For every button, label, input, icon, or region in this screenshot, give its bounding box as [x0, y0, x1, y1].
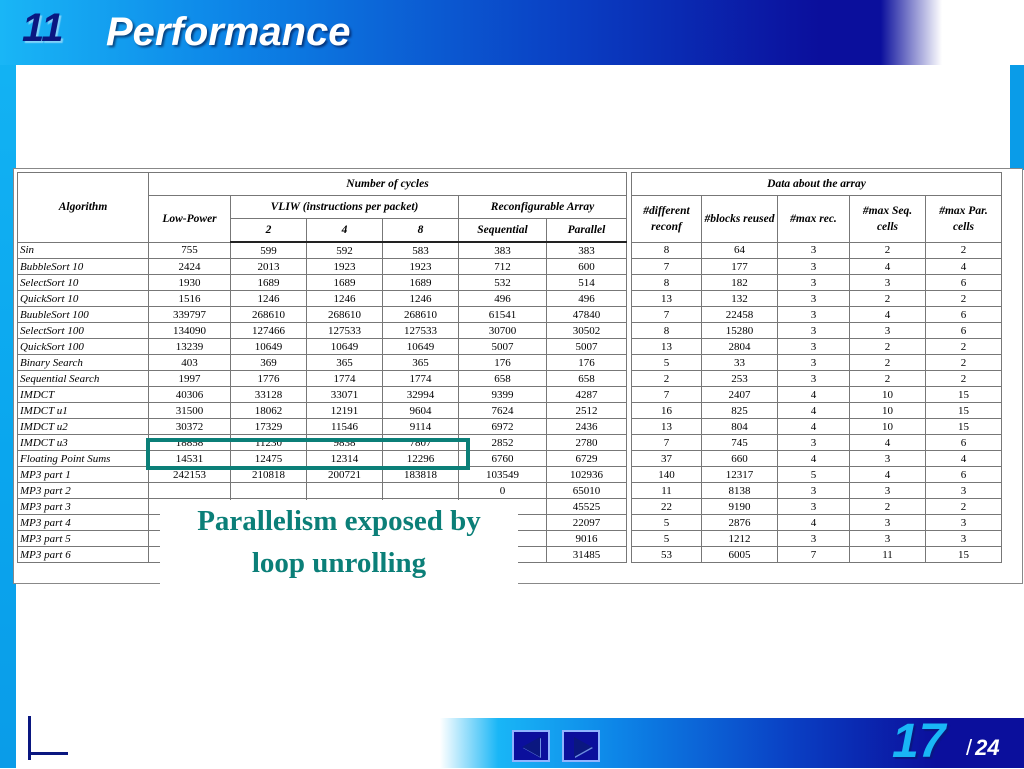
- value-cell: 2: [850, 371, 926, 387]
- right-accent-bar: [1010, 60, 1024, 170]
- header-sequential: Sequential: [459, 219, 547, 243]
- section-number: 11: [22, 6, 64, 50]
- value-cell: 403: [149, 355, 231, 371]
- value-cell: 712: [459, 259, 547, 275]
- arrow-left-icon: [522, 737, 540, 757]
- value-cell: 7: [632, 387, 702, 403]
- value-cell: 592: [307, 242, 383, 259]
- value-cell: 127533: [383, 323, 459, 339]
- value-cell: [149, 483, 231, 499]
- algorithm-name-cell: SelectSort 100: [18, 323, 149, 339]
- corner-mark-horizontal: [28, 752, 68, 755]
- value-cell: 15: [926, 547, 1002, 563]
- value-cell: 10649: [307, 339, 383, 355]
- value-cell: 804: [702, 419, 778, 435]
- value-cell: 32994: [383, 387, 459, 403]
- value-cell: 1774: [383, 371, 459, 387]
- value-cell: 10: [850, 419, 926, 435]
- value-cell: 15: [926, 387, 1002, 403]
- page-separator: /: [966, 735, 973, 760]
- value-cell: 3: [850, 531, 926, 547]
- value-cell: 658: [547, 371, 627, 387]
- value-cell: 4: [926, 259, 1002, 275]
- algorithm-name-cell: Binary Search: [18, 355, 149, 371]
- previous-slide-button[interactable]: [512, 730, 550, 762]
- value-cell: 33: [702, 355, 778, 371]
- value-cell: 3: [926, 483, 1002, 499]
- value-cell: 8: [632, 242, 702, 259]
- value-cell: 3: [778, 259, 850, 275]
- value-cell: 7: [632, 259, 702, 275]
- algorithm-name-cell: IMDCT u3: [18, 435, 149, 451]
- value-cell: 2424: [149, 259, 231, 275]
- value-cell: 13: [632, 339, 702, 355]
- value-cell: 2: [926, 499, 1002, 515]
- value-cell: 10: [850, 387, 926, 403]
- value-cell: 1246: [307, 291, 383, 307]
- table-row: [18, 419, 1002, 435]
- value-cell: 383: [459, 242, 547, 259]
- value-cell: 17329: [231, 419, 307, 435]
- value-cell: 2: [926, 291, 1002, 307]
- next-slide-button[interactable]: [562, 730, 600, 762]
- value-cell: 12317: [702, 467, 778, 483]
- value-cell: 9399: [459, 387, 547, 403]
- header-low-power: Low-Power: [149, 196, 231, 243]
- table-row: [18, 387, 1002, 403]
- value-cell: 3: [778, 323, 850, 339]
- value-cell: 14531: [149, 451, 231, 467]
- value-cell: 22: [632, 499, 702, 515]
- value-cell: 1776: [231, 371, 307, 387]
- total-pages-number: 24: [975, 735, 1000, 760]
- value-cell: 4: [850, 435, 926, 451]
- header-algorithm: Algorithm: [18, 173, 149, 243]
- table-row: [18, 242, 1002, 259]
- value-cell: 7624: [459, 403, 547, 419]
- algorithm-name-cell: MP3 part 4: [18, 515, 149, 531]
- value-cell: 268610: [307, 307, 383, 323]
- value-cell: 5007: [459, 339, 547, 355]
- value-cell: 4: [778, 419, 850, 435]
- value-cell: 127533: [307, 323, 383, 339]
- value-cell: 13: [632, 419, 702, 435]
- value-cell: 1246: [231, 291, 307, 307]
- value-cell: 2: [850, 242, 926, 259]
- value-cell: 1689: [383, 275, 459, 291]
- value-cell: 11546: [307, 419, 383, 435]
- table-row: [18, 483, 1002, 499]
- highlight-box-imdct-u3: [146, 438, 470, 470]
- total-pages: [966, 735, 1000, 761]
- callout-line-2: loop unrolling: [251, 547, 427, 579]
- value-cell: 658: [459, 371, 547, 387]
- value-cell: 102936: [547, 467, 627, 483]
- value-cell: 182: [702, 275, 778, 291]
- value-cell: 1774: [307, 371, 383, 387]
- value-cell: 745: [702, 435, 778, 451]
- value-cell: 1689: [231, 275, 307, 291]
- value-cell: 11: [632, 483, 702, 499]
- value-cell: 9838: [307, 435, 383, 451]
- value-cell: 64: [702, 242, 778, 259]
- table-row: [18, 291, 1002, 307]
- value-cell: 5: [632, 355, 702, 371]
- value-cell: 1516: [149, 291, 231, 307]
- table-row: [18, 403, 1002, 419]
- value-cell: 599: [231, 242, 307, 259]
- value-cell: 242153: [149, 467, 231, 483]
- value-cell: 600: [547, 259, 627, 275]
- value-cell: 3: [778, 483, 850, 499]
- value-cell: 2876: [702, 515, 778, 531]
- value-cell: 200721: [307, 467, 383, 483]
- value-cell: 176: [547, 355, 627, 371]
- value-cell: 33128: [231, 387, 307, 403]
- value-cell: 10649: [231, 339, 307, 355]
- value-cell: 4: [926, 451, 1002, 467]
- value-cell: 268610: [231, 307, 307, 323]
- value-cell: 15: [926, 419, 1002, 435]
- value-cell: 31485: [547, 547, 627, 563]
- value-cell: 16: [632, 403, 702, 419]
- algorithm-name-cell: MP3 part 1: [18, 467, 149, 483]
- header-vliw-4: 4: [307, 219, 383, 243]
- value-cell: 10649: [383, 339, 459, 355]
- value-cell: 127466: [231, 323, 307, 339]
- value-cell: 660: [702, 451, 778, 467]
- value-cell: 61541: [459, 307, 547, 323]
- value-cell: 2407: [702, 387, 778, 403]
- value-cell: 2436: [547, 419, 627, 435]
- value-cell: 177: [702, 259, 778, 275]
- header-reconfigurable-array: Reconfigurable Array: [459, 196, 627, 219]
- value-cell: 3: [850, 323, 926, 339]
- header-different-reconf: #different reconf: [632, 196, 702, 243]
- algorithm-name-cell: BuubleSort 100: [18, 307, 149, 323]
- value-cell: 40306: [149, 387, 231, 403]
- value-cell: 5007: [547, 339, 627, 355]
- value-cell: 33071: [307, 387, 383, 403]
- value-cell: 4: [778, 387, 850, 403]
- value-cell: 7: [778, 547, 850, 563]
- table-row: [18, 339, 1002, 355]
- value-cell: 496: [547, 291, 627, 307]
- value-cell: 47840: [547, 307, 627, 323]
- value-cell: 6: [926, 435, 1002, 451]
- table-row: [18, 275, 1002, 291]
- value-cell: 4: [850, 259, 926, 275]
- value-cell: 5: [632, 515, 702, 531]
- value-cell: 496: [459, 291, 547, 307]
- value-cell: 3: [850, 451, 926, 467]
- algorithm-name-cell: QuickSort 100: [18, 339, 149, 355]
- value-cell: 9016: [547, 531, 627, 547]
- value-cell: 3: [778, 275, 850, 291]
- value-cell: 583: [383, 242, 459, 259]
- value-cell: 4: [778, 515, 850, 531]
- value-cell: 2: [850, 339, 926, 355]
- value-cell: 2: [850, 291, 926, 307]
- value-cell: 2: [632, 371, 702, 387]
- value-cell: 12191: [307, 403, 383, 419]
- value-cell: 15280: [702, 323, 778, 339]
- value-cell: 2: [926, 242, 1002, 259]
- value-cell: 2013: [231, 259, 307, 275]
- value-cell: 3: [850, 275, 926, 291]
- value-cell: 3: [850, 515, 926, 531]
- header-vliw: VLIW (instructions per packet): [231, 196, 459, 219]
- value-cell: 12296: [383, 451, 459, 467]
- value-cell: 176: [459, 355, 547, 371]
- value-cell: 6: [926, 275, 1002, 291]
- value-cell: 4: [850, 307, 926, 323]
- value-cell: 2512: [547, 403, 627, 419]
- value-cell: 5: [778, 467, 850, 483]
- value-cell: 532: [459, 275, 547, 291]
- value-cell: 7: [632, 435, 702, 451]
- algorithm-name-cell: Sequential Search: [18, 371, 149, 387]
- value-cell: 9190: [702, 499, 778, 515]
- value-cell: 210818: [231, 467, 307, 483]
- value-cell: 2: [850, 355, 926, 371]
- value-cell: 13239: [149, 339, 231, 355]
- algorithm-name-cell: Floating Point Sums: [18, 451, 149, 467]
- value-cell: [231, 483, 307, 499]
- algorithm-name-cell: IMDCT u1: [18, 403, 149, 419]
- algorithm-name-cell: Sin: [18, 242, 149, 259]
- value-cell: 6: [926, 467, 1002, 483]
- value-cell: 2: [926, 371, 1002, 387]
- value-cell: 3: [778, 371, 850, 387]
- value-cell: 7807: [383, 435, 459, 451]
- value-cell: 8: [632, 323, 702, 339]
- header-vliw-2: 2: [231, 219, 307, 243]
- value-cell: 8138: [702, 483, 778, 499]
- value-cell: 369: [231, 355, 307, 371]
- algorithm-name-cell: QuickSort 10: [18, 291, 149, 307]
- value-cell: 37: [632, 451, 702, 467]
- value-cell: 6972: [459, 419, 547, 435]
- value-cell: 514: [547, 275, 627, 291]
- value-cell: 0: [459, 483, 547, 499]
- value-cell: 183818: [383, 467, 459, 483]
- header-number-of-cycles: Number of cycles: [149, 173, 627, 196]
- value-cell: 31500: [149, 403, 231, 419]
- value-cell: 3: [778, 499, 850, 515]
- value-cell: 825: [702, 403, 778, 419]
- value-cell: 3: [778, 435, 850, 451]
- value-cell: 53: [632, 547, 702, 563]
- value-cell: 65010: [547, 483, 627, 499]
- value-cell: 365: [307, 355, 383, 371]
- value-cell: 5: [632, 531, 702, 547]
- value-cell: 2804: [702, 339, 778, 355]
- table-row: [18, 323, 1002, 339]
- value-cell: 3: [778, 531, 850, 547]
- value-cell: 3: [778, 307, 850, 323]
- value-cell: 2: [850, 499, 926, 515]
- value-cell: 3: [926, 531, 1002, 547]
- value-cell: 3: [850, 483, 926, 499]
- current-page-number: 17: [892, 715, 946, 768]
- callout-box: [160, 500, 518, 588]
- slide-header: [0, 0, 1024, 65]
- value-cell: 9114: [383, 419, 459, 435]
- header-blocks-reused: #blocks reused: [702, 196, 778, 243]
- value-cell: 3: [926, 515, 1002, 531]
- value-cell: 45525: [547, 499, 627, 515]
- value-cell: 1923: [383, 259, 459, 275]
- table-row: [18, 259, 1002, 275]
- header-parallel: Parallel: [547, 219, 627, 243]
- value-cell: 18062: [231, 403, 307, 419]
- value-cell: 4: [778, 451, 850, 467]
- value-cell: 22097: [547, 515, 627, 531]
- value-cell: 6: [926, 323, 1002, 339]
- value-cell: 8: [632, 275, 702, 291]
- value-cell: 12314: [307, 451, 383, 467]
- value-cell: 10: [850, 403, 926, 419]
- value-cell: 6005: [702, 547, 778, 563]
- value-cell: [307, 483, 383, 499]
- value-cell: 22458: [702, 307, 778, 323]
- value-cell: 2: [926, 355, 1002, 371]
- value-cell: 268610: [383, 307, 459, 323]
- value-cell: 30502: [547, 323, 627, 339]
- value-cell: 1689: [307, 275, 383, 291]
- value-cell: 755: [149, 242, 231, 259]
- value-cell: 18858: [149, 435, 231, 451]
- value-cell: 3: [778, 339, 850, 355]
- table-row: [18, 307, 1002, 323]
- algorithm-name-cell: MP3 part 3: [18, 499, 149, 515]
- value-cell: 6: [926, 307, 1002, 323]
- value-cell: 13: [632, 291, 702, 307]
- value-cell: 1212: [702, 531, 778, 547]
- callout-line-1: Parallelism exposed by: [197, 505, 481, 537]
- table-row: [18, 355, 1002, 371]
- value-cell: 3: [778, 355, 850, 371]
- value-cell: 2780: [547, 435, 627, 451]
- algorithm-name-cell: MP3 part 2: [18, 483, 149, 499]
- value-cell: 132: [702, 291, 778, 307]
- algorithm-name-cell: MP3 part 6: [18, 547, 149, 563]
- value-cell: 253: [702, 371, 778, 387]
- value-cell: 1246: [383, 291, 459, 307]
- value-cell: 2: [926, 339, 1002, 355]
- value-cell: 6729: [547, 451, 627, 467]
- value-cell: 339797: [149, 307, 231, 323]
- slide-title: Performance: [106, 10, 351, 54]
- value-cell: 1997: [149, 371, 231, 387]
- value-cell: 383: [547, 242, 627, 259]
- value-cell: 9604: [383, 403, 459, 419]
- value-cell: 1923: [307, 259, 383, 275]
- arrow-right-icon: [574, 737, 592, 757]
- header-data-about-array: Data about the array: [632, 173, 1002, 196]
- algorithm-name-cell: BubbleSort 10: [18, 259, 149, 275]
- value-cell: 6760: [459, 451, 547, 467]
- value-cell: 3: [778, 242, 850, 259]
- value-cell: 30700: [459, 323, 547, 339]
- header-vliw-8: 8: [383, 219, 459, 243]
- value-cell: 140: [632, 467, 702, 483]
- header-max-seq-cells: #max Seq. cells: [850, 196, 926, 243]
- value-cell: 15: [926, 403, 1002, 419]
- header-max-rec: #max rec.: [778, 196, 850, 243]
- algorithm-name-cell: SelectSort 10: [18, 275, 149, 291]
- value-cell: 12475: [231, 451, 307, 467]
- algorithm-name-cell: IMDCT u2: [18, 419, 149, 435]
- value-cell: 11: [850, 547, 926, 563]
- value-cell: 1930: [149, 275, 231, 291]
- value-cell: [383, 483, 459, 499]
- header-max-par-cells: #max Par. cells: [926, 196, 1002, 243]
- value-cell: 134090: [149, 323, 231, 339]
- algorithm-name-cell: IMDCT: [18, 387, 149, 403]
- value-cell: 365: [383, 355, 459, 371]
- table-row: [18, 371, 1002, 387]
- value-cell: 11230: [231, 435, 307, 451]
- value-cell: 30372: [149, 419, 231, 435]
- value-cell: 4287: [547, 387, 627, 403]
- value-cell: 3: [778, 291, 850, 307]
- value-cell: 4: [778, 403, 850, 419]
- value-cell: 2852: [459, 435, 547, 451]
- algorithm-name-cell: MP3 part 5: [18, 531, 149, 547]
- value-cell: 4: [850, 467, 926, 483]
- value-cell: 103549: [459, 467, 547, 483]
- value-cell: 7: [632, 307, 702, 323]
